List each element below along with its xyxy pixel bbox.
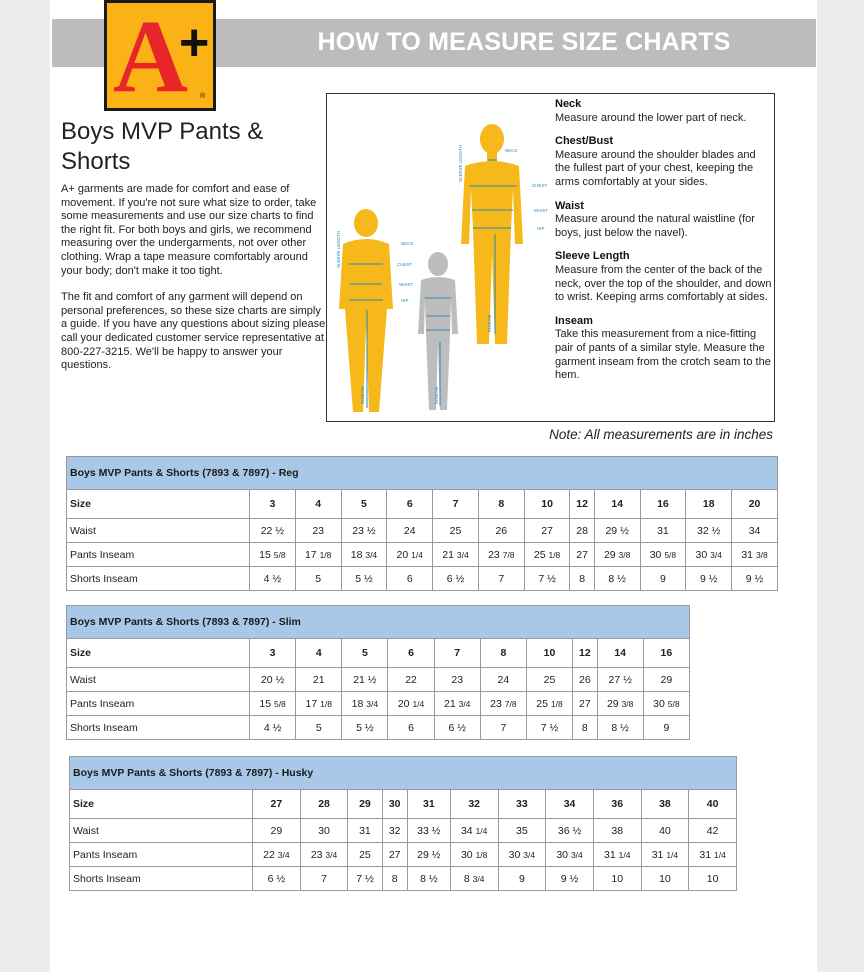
definition-text: Measure around the shoulder blades and the fullest part of your chest, keeping the arms comfortably at your sides. bbox=[555, 148, 756, 188]
value-cell: 32 bbox=[382, 819, 407, 843]
value-cell: 6 ½ bbox=[253, 867, 301, 891]
row-label: Waist bbox=[67, 519, 250, 543]
value-cell: 23 ½ bbox=[341, 519, 387, 543]
size-cell: 36 bbox=[593, 790, 641, 819]
value-cell: 6 bbox=[387, 567, 433, 591]
value-cell: 30 5/8 bbox=[643, 692, 689, 716]
size-cell: 14 bbox=[594, 490, 640, 519]
size-cell: 6 bbox=[387, 490, 433, 519]
logo-letter: A bbox=[113, 0, 189, 114]
size-cell: 34 bbox=[546, 790, 594, 819]
size-row bbox=[67, 639, 690, 668]
value-cell: 27 bbox=[573, 692, 598, 716]
measurement-guide bbox=[326, 93, 775, 422]
size-cell: 10 bbox=[526, 639, 572, 668]
label-chest-woman: CHEST bbox=[397, 262, 413, 267]
table-title: Boys MVP Pants & Shorts (7893 & 7897) - Reg bbox=[67, 457, 778, 490]
value-cell: 17 1/8 bbox=[296, 692, 342, 716]
size-cell: 5 bbox=[341, 490, 387, 519]
value-cell: 9 ½ bbox=[546, 867, 594, 891]
value-cell: 21 3/4 bbox=[433, 543, 479, 567]
logo-plus: + bbox=[179, 14, 210, 72]
value-cell: 29 3/8 bbox=[597, 692, 643, 716]
row-label: Shorts Inseam bbox=[67, 567, 250, 591]
definition-text: Measure around the natural waistline (for boys, just below the navel). bbox=[555, 213, 755, 239]
value-cell: 10 bbox=[641, 867, 689, 891]
value-cell: 30 5/8 bbox=[640, 543, 686, 567]
value-cell: 18 3/4 bbox=[341, 543, 387, 567]
value-cell: 6 bbox=[388, 716, 434, 740]
definition-title: Neck bbox=[555, 98, 582, 110]
value-cell: 29 3/8 bbox=[594, 543, 640, 567]
definition-sleeve-length bbox=[555, 250, 773, 304]
value-cell: 20 1/4 bbox=[387, 543, 433, 567]
value-cell: 30 3/4 bbox=[498, 843, 546, 867]
table-row bbox=[67, 692, 690, 716]
value-cell: 34 1/4 bbox=[450, 819, 498, 843]
size-cell: 30 bbox=[382, 790, 407, 819]
table-row bbox=[67, 519, 778, 543]
size-cell: 6 bbox=[388, 639, 434, 668]
value-cell: 23 7/8 bbox=[480, 692, 526, 716]
intro-paragraph: The fit and comfort of any garment will depend on personal preferences, so these size charts are simply a guide. If you have any questions about sizing please call your dedicated customer service representative at 800-227-3215. We'll be happy to answer your questions. bbox=[61, 291, 326, 372]
value-cell: 10 bbox=[593, 867, 641, 891]
value-cell: 38 bbox=[593, 819, 641, 843]
value-cell: 8 ½ bbox=[407, 867, 450, 891]
value-cell: 9 bbox=[640, 567, 686, 591]
definition-chest bbox=[555, 135, 773, 189]
value-cell: 29 bbox=[253, 819, 301, 843]
table-row bbox=[67, 716, 690, 740]
value-cell: 5 bbox=[296, 716, 342, 740]
value-cell: 31 3/8 bbox=[732, 543, 778, 567]
size-cell: 8 bbox=[480, 639, 526, 668]
value-cell: 8 bbox=[382, 867, 407, 891]
value-cell: 9 ½ bbox=[732, 567, 778, 591]
value-cell: 9 bbox=[643, 716, 689, 740]
value-cell: 9 ½ bbox=[686, 567, 732, 591]
size-cell: 18 bbox=[686, 490, 732, 519]
value-cell: 25 bbox=[433, 519, 479, 543]
value-cell: 24 bbox=[387, 519, 433, 543]
value-cell: 42 bbox=[689, 819, 737, 843]
banner-title: HOW TO MEASURE SIZE CHARTS bbox=[317, 28, 731, 56]
value-cell: 27 bbox=[382, 843, 407, 867]
value-cell: 25 1/8 bbox=[526, 692, 572, 716]
value-cell: 8 ½ bbox=[594, 567, 640, 591]
value-cell: 8 bbox=[573, 716, 598, 740]
label-neck-man: NECK bbox=[505, 148, 518, 153]
size-cell: 4 bbox=[296, 639, 342, 668]
value-cell: 7 ½ bbox=[524, 567, 570, 591]
size-label: Size bbox=[67, 639, 250, 668]
definition-title: Chest/Bust bbox=[555, 135, 614, 148]
value-cell: 8 bbox=[570, 567, 594, 591]
value-cell: 7 bbox=[300, 867, 348, 891]
value-cell: 22 ½ bbox=[250, 519, 296, 543]
size-cell: 12 bbox=[573, 639, 598, 668]
table-header-row bbox=[67, 606, 690, 639]
size-table-slim bbox=[66, 605, 690, 740]
size-cell: 16 bbox=[643, 639, 689, 668]
value-cell: 21 bbox=[296, 668, 342, 692]
value-cell: 31 bbox=[640, 519, 686, 543]
size-cell: 38 bbox=[641, 790, 689, 819]
value-cell: 17 1/8 bbox=[295, 543, 341, 567]
size-cell: 20 bbox=[732, 490, 778, 519]
intro-text bbox=[61, 183, 326, 386]
row-label: Waist bbox=[70, 819, 253, 843]
value-cell: 25 bbox=[348, 843, 382, 867]
value-cell: 26 bbox=[573, 668, 598, 692]
definition-title: Sleeve Length bbox=[555, 250, 630, 263]
size-cell: 28 bbox=[300, 790, 348, 819]
value-cell: 15 5/8 bbox=[250, 543, 296, 567]
value-cell: 20 ½ bbox=[250, 668, 296, 692]
size-cell: 14 bbox=[597, 639, 643, 668]
measurement-note: Note: All measurements are in inches bbox=[549, 427, 773, 442]
table-row bbox=[67, 668, 690, 692]
size-label: Size bbox=[67, 490, 250, 519]
size-label: Size bbox=[70, 790, 253, 819]
size-cell: 40 bbox=[689, 790, 737, 819]
value-cell: 30 bbox=[300, 819, 348, 843]
value-cell: 18 3/4 bbox=[342, 692, 388, 716]
value-cell: 31 1/4 bbox=[689, 843, 737, 867]
table-header-row bbox=[70, 757, 737, 790]
label-inseam-woman: INSEAM bbox=[360, 386, 365, 404]
definition-inseam bbox=[555, 315, 773, 383]
size-table-husky bbox=[69, 756, 737, 891]
row-label: Waist bbox=[67, 668, 250, 692]
value-cell: 7 ½ bbox=[526, 716, 572, 740]
size-cell: 32 bbox=[450, 790, 498, 819]
value-cell: 7 ½ bbox=[348, 867, 382, 891]
row-label: Shorts Inseam bbox=[70, 867, 253, 891]
row-label: Pants Inseam bbox=[67, 543, 250, 567]
value-cell: 20 1/4 bbox=[388, 692, 434, 716]
label-neck-woman: NECK bbox=[401, 241, 414, 246]
table-row bbox=[70, 819, 737, 843]
value-cell: 30 3/4 bbox=[546, 843, 594, 867]
table-title: Boys MVP Pants & Shorts (7893 & 7897) - Slim bbox=[67, 606, 690, 639]
value-cell: 25 1/8 bbox=[524, 543, 570, 567]
value-cell: 23 bbox=[434, 668, 480, 692]
size-cell: 29 bbox=[348, 790, 382, 819]
value-cell: 6 ½ bbox=[434, 716, 480, 740]
label-sleeve-man: SLEEVE LENGTH bbox=[458, 144, 463, 182]
size-table-reg bbox=[66, 456, 778, 591]
value-cell: 6 ½ bbox=[433, 567, 479, 591]
value-cell: 23 3/4 bbox=[300, 843, 348, 867]
value-cell: 28 bbox=[570, 519, 594, 543]
size-cell: 7 bbox=[434, 639, 480, 668]
value-cell: 8 ½ bbox=[597, 716, 643, 740]
value-cell: 21 ½ bbox=[342, 668, 388, 692]
value-cell: 29 bbox=[643, 668, 689, 692]
child-figure bbox=[418, 252, 458, 410]
size-cell: 8 bbox=[478, 490, 524, 519]
size-row bbox=[67, 490, 778, 519]
value-cell: 4 ½ bbox=[250, 716, 296, 740]
value-cell: 32 ½ bbox=[686, 519, 732, 543]
definition-title: Inseam bbox=[555, 314, 593, 327]
value-cell: 34 bbox=[732, 519, 778, 543]
value-cell: 27 bbox=[570, 543, 594, 567]
logo-registered-mark: ® bbox=[200, 93, 206, 100]
size-cell: 16 bbox=[640, 490, 686, 519]
page-title: Boys MVP Pants & Shorts bbox=[61, 118, 264, 175]
body-figures-illustration bbox=[327, 94, 553, 420]
size-cell: 3 bbox=[250, 490, 296, 519]
size-cell: 12 bbox=[570, 490, 594, 519]
value-cell: 9 bbox=[498, 867, 546, 891]
size-cell: 31 bbox=[407, 790, 450, 819]
value-cell: 21 3/4 bbox=[434, 692, 480, 716]
value-cell: 5 ½ bbox=[341, 567, 387, 591]
table-row bbox=[67, 543, 778, 567]
value-cell: 31 1/4 bbox=[641, 843, 689, 867]
value-cell: 10 bbox=[689, 867, 737, 891]
table-header-row bbox=[67, 457, 778, 490]
definition-waist bbox=[555, 200, 773, 241]
label-inseam-man: INSEAM bbox=[487, 314, 492, 332]
table-row bbox=[67, 567, 778, 591]
table-row bbox=[70, 843, 737, 867]
value-cell: 26 bbox=[478, 519, 524, 543]
definition-text: Take this measurement from a nice-fitting pair of pants of a similar style. Measure the garment inseam from the crotch seam to the hem. bbox=[555, 328, 771, 382]
label-chest-man: CHEST bbox=[532, 183, 548, 188]
value-cell: 33 ½ bbox=[407, 819, 450, 843]
value-cell: 25 bbox=[526, 668, 572, 692]
man-figure bbox=[461, 124, 523, 344]
definition-text: Measure around the lower part of neck. bbox=[555, 111, 747, 124]
value-cell: 27 ½ bbox=[597, 668, 643, 692]
measurement-definitions bbox=[555, 98, 773, 393]
size-cell: 7 bbox=[433, 490, 479, 519]
definition-title: Waist bbox=[555, 199, 584, 212]
brand-logo bbox=[104, 0, 216, 114]
value-cell: 15 5/8 bbox=[250, 692, 296, 716]
definition-neck bbox=[555, 98, 773, 125]
size-cell: 4 bbox=[295, 490, 341, 519]
row-label: Pants Inseam bbox=[70, 843, 253, 867]
row-label: Shorts Inseam bbox=[67, 716, 250, 740]
label-inseam-child: INSEAM bbox=[434, 386, 439, 404]
value-cell: 31 1/4 bbox=[593, 843, 641, 867]
value-cell: 30 1/8 bbox=[450, 843, 498, 867]
value-cell: 5 bbox=[295, 567, 341, 591]
value-cell: 29 ½ bbox=[594, 519, 640, 543]
value-cell: 24 bbox=[480, 668, 526, 692]
label-hip-man: HIP bbox=[537, 226, 545, 231]
value-cell: 23 bbox=[295, 519, 341, 543]
value-cell: 35 bbox=[498, 819, 546, 843]
definition-text: Measure from the center of the back of the neck, over the top of the shoulder, and down to wrist. Keeping arms comfortably at sides. bbox=[555, 263, 772, 304]
size-cell: 27 bbox=[253, 790, 301, 819]
label-sleeve-woman: SLEEVE LENGTH bbox=[336, 230, 341, 268]
value-cell: 8 3/4 bbox=[450, 867, 498, 891]
value-cell: 7 bbox=[480, 716, 526, 740]
value-cell: 29 ½ bbox=[407, 843, 450, 867]
value-cell: 30 3/4 bbox=[686, 543, 732, 567]
woman-figure bbox=[339, 209, 393, 412]
label-hip-woman: HIP bbox=[401, 298, 409, 303]
value-cell: 4 ½ bbox=[250, 567, 296, 591]
size-cell: 10 bbox=[524, 490, 570, 519]
row-label: Pants Inseam bbox=[67, 692, 250, 716]
value-cell: 7 bbox=[478, 567, 524, 591]
table-row bbox=[70, 867, 737, 891]
intro-paragraph: A+ garments are made for comfort and ease of movement. If you're not sure what size to order, take some measurements and use our size charts to find the right fit. For both boys and girls, we recommend measuring over the undergarments, not over other clothing. Wrap a tape measure comfortably around your body; don't make it too tight. bbox=[61, 183, 317, 277]
value-cell: 22 3/4 bbox=[253, 843, 301, 867]
value-cell: 23 7/8 bbox=[478, 543, 524, 567]
label-waist-man: WAIST bbox=[534, 208, 549, 213]
value-cell: 40 bbox=[641, 819, 689, 843]
value-cell: 22 bbox=[388, 668, 434, 692]
size-row bbox=[70, 790, 737, 819]
value-cell: 36 ½ bbox=[546, 819, 594, 843]
table-title: Boys MVP Pants & Shorts (7893 & 7897) - Husky bbox=[70, 757, 737, 790]
value-cell: 31 bbox=[348, 819, 382, 843]
label-waist-woman: WAIST bbox=[399, 282, 414, 287]
size-cell: 33 bbox=[498, 790, 546, 819]
value-cell: 27 bbox=[524, 519, 570, 543]
value-cell: 5 ½ bbox=[342, 716, 388, 740]
size-cell: 3 bbox=[250, 639, 296, 668]
size-cell: 5 bbox=[342, 639, 388, 668]
